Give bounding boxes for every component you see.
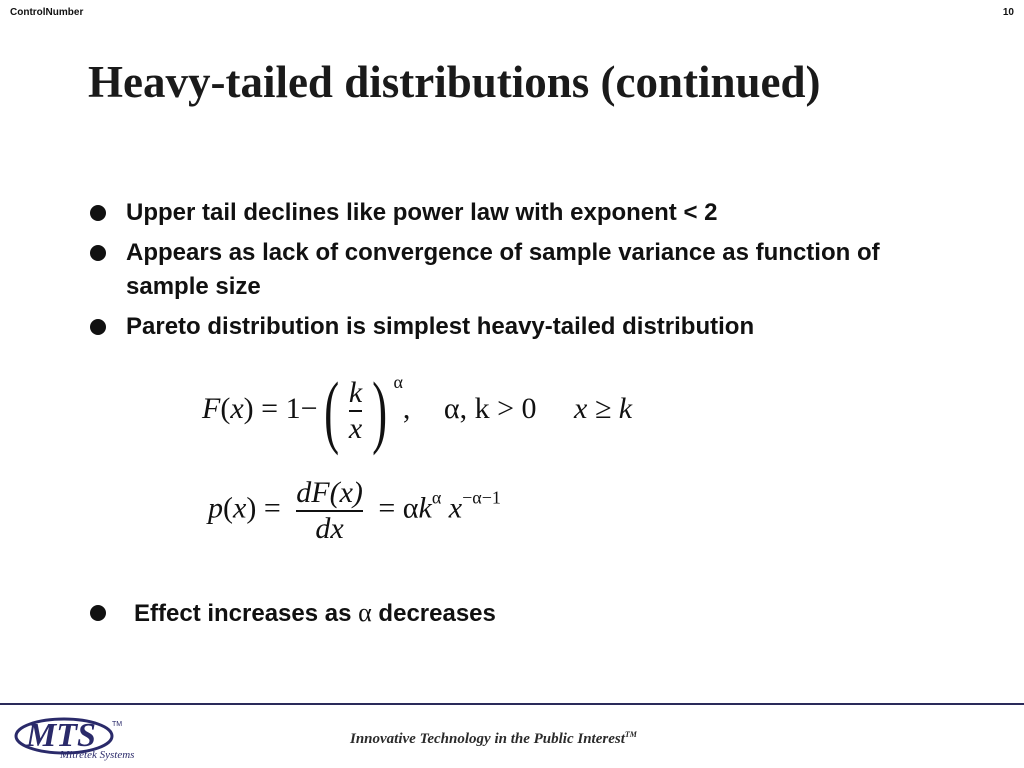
bullet-list (90, 196, 950, 350)
pareto-pdf-formula: p(x) = $\frac{dF(x)}{dx}$ = $\alpha k^\alpha$ $x^{-\alpha-1}$ (208, 476, 501, 545)
slide-title: Heavy-tailed distributions (continued) (88, 57, 821, 107)
formula2-alpha: α (402, 491, 419, 525)
formula1-numerator: k (348, 376, 363, 410)
formula2-k-exponent: α (431, 487, 442, 508)
bullet-text: Pareto distribution is simplest heavy-tailed distribution (126, 313, 755, 340)
bullet-dot-icon (90, 605, 106, 621)
right-paren-icon: ) (372, 365, 388, 456)
formula2-numerator: dF(x) (296, 476, 363, 509)
formula1-comma: , (402, 391, 411, 425)
formula1-one-minus: 1− (285, 391, 318, 425)
formula1-condition-1: α, k > 0 (443, 391, 537, 425)
effect-text-after: decreases (371, 600, 496, 627)
formula2-denominator: dx (315, 511, 344, 545)
effect-text-before: Effect increases as (134, 600, 359, 627)
formula2-lhs: p (208, 491, 223, 525)
mts-logo (12, 712, 162, 762)
logo-subtext: Mitretek Systems (60, 749, 135, 761)
formula1-denominator: x (348, 411, 363, 445)
bullet-dot-icon (90, 245, 106, 261)
bullet-item-effect (90, 596, 496, 631)
formula2-x: x (448, 491, 463, 525)
logo-tm: TM (112, 721, 123, 728)
formula2-k: k (418, 491, 432, 525)
bullet-item (90, 236, 950, 304)
bullet-item (90, 196, 950, 230)
page-number: 10 (1002, 7, 1014, 18)
formula1-lhs: F (202, 391, 221, 425)
formula2-arg: x (233, 491, 247, 525)
footer-tagline (350, 730, 637, 748)
tagline-tm: TM (624, 730, 637, 739)
bullet-text: Upper tail declines like power law with exponent < 2 (126, 199, 718, 226)
formula2-fraction (296, 476, 363, 546)
formula1-exponent: α (393, 371, 403, 392)
bullet-text: Appears as lack of convergence of sample variance as function of sample size (126, 239, 880, 300)
left-paren-icon: ( (323, 365, 339, 456)
formula1-condition-2: x ≥ k (574, 391, 633, 425)
formula1-fraction (349, 376, 362, 446)
tagline-text: Innovative Technology in the Public Interest (350, 731, 625, 747)
formula1-arg: x (230, 391, 244, 425)
alpha-symbol: α (358, 598, 372, 627)
logo-text: MTS (26, 717, 96, 754)
bullet-item (90, 310, 950, 344)
footer-divider (0, 703, 1024, 705)
formula2-x-exponent: −α−1 (462, 487, 501, 508)
bullet-dot-icon (90, 205, 106, 221)
bullet-dot-icon (90, 319, 106, 335)
control-number-label: ControlNumber (10, 7, 84, 18)
pareto-cdf-formula: F(x) = 1−( $\frac{k}{x}$ ) $^\alpha$, α, k > 0 x ≥ k (202, 365, 633, 456)
